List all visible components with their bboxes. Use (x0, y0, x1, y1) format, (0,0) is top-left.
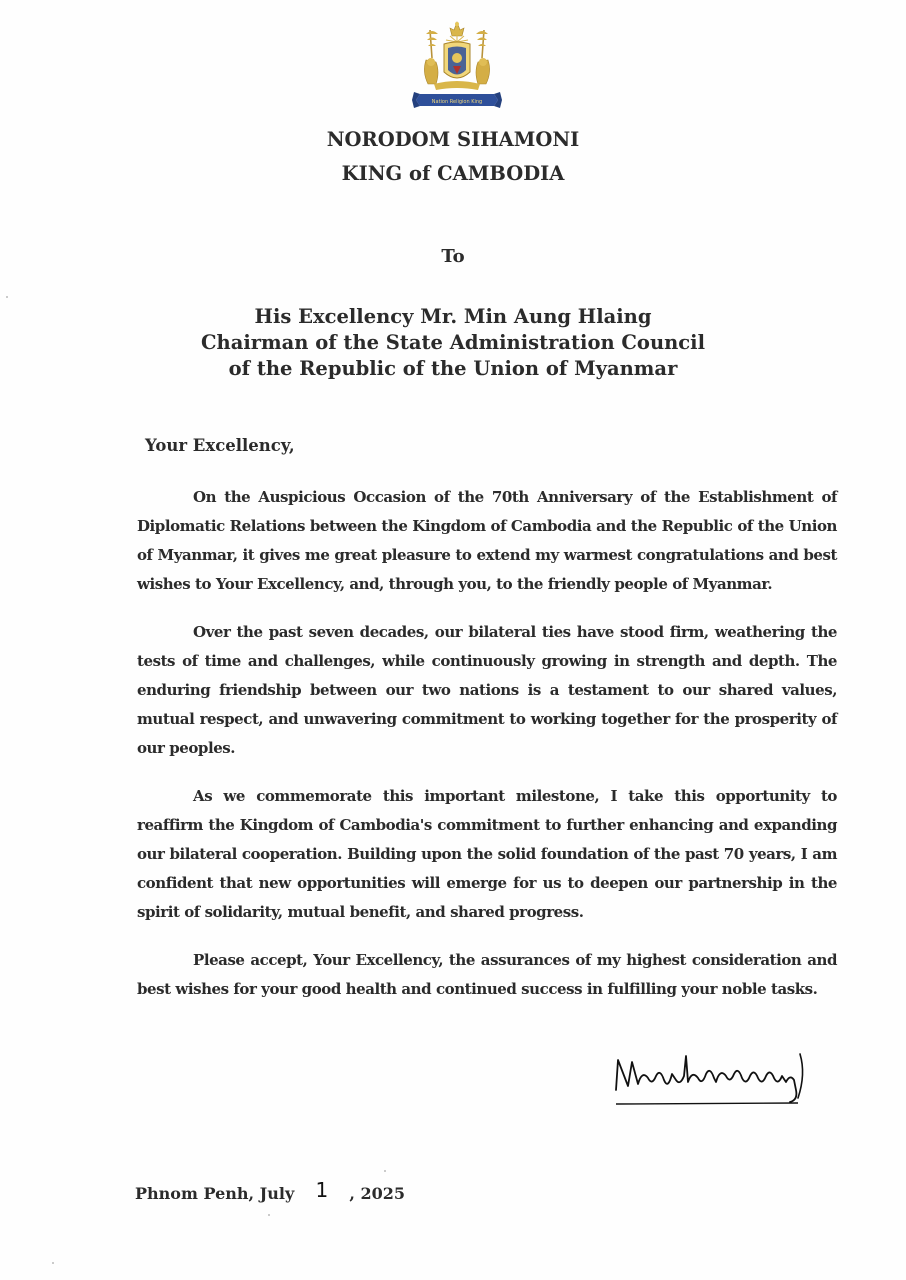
salutation: Your Excellency, (145, 436, 295, 455)
date-year: , 2025 (349, 1184, 406, 1203)
royal-crest-icon (412, 20, 502, 114)
paper-speck (268, 1214, 270, 1216)
sender-name: NORODOM SIHAMONI (326, 128, 580, 151)
paper-speck (384, 1170, 386, 1172)
date-day-handwritten: 1 (315, 1178, 329, 1202)
to-label: To (441, 246, 465, 267)
recipient-country: of the Republic of the Union of Myanmar (228, 357, 678, 380)
recipient-position: Chairman of the State Administration Council (201, 331, 705, 354)
paper-speck (6, 296, 8, 298)
body-paragraph-4: Please accept, Your Excellency, the assurances of my highest consideration and best wishes for your good health and continued success in fulfilling your noble tasks. (137, 951, 837, 998)
body-paragraph-2: Over the past seven decades, our bilateral ties have stood firm, weathering the tests of time and challenges, while continuously growing in strength and depth. The enduring friendship between our two nations is a testament to our shared values, mutual respect, and unwavering commitment to working together for the prosperity of our peoples. (137, 623, 837, 757)
body-paragraph-3: As we commemorate this important milestone, I take this opportunity to reaffirm the Kingdom of Cambodia's commitment to further enhancing and expanding our bilateral cooperation. Building upon the solid foundation of the past 70 years, I am confident that new opportunities will emerge for us to deepen our partnership in the spirit of solidarity, mutual benefit, and shared progress. (137, 787, 837, 921)
crest-motto: Nation Religion King (431, 99, 483, 105)
recipient-name: His Excellency Mr. Min Aung Hlaing (254, 305, 652, 328)
place-date-line (135, 1180, 405, 1204)
handwritten-signature (610, 1046, 810, 1108)
paper-speck (52, 1262, 54, 1264)
body-paragraph-1: On the Auspicious Occasion of the 70th Anniversary of the Establishment of Diplomatic Relations between the Kingdom of Cambodia and the Republic of the Union of Myanmar, it gives me great pleasure to extend my warmest congratulations and best wishes to Your Excellency, and, through you, to the friendly people of Myanmar. (137, 488, 837, 593)
date-place-month: Phnom Penh, July (135, 1184, 295, 1203)
sender-title: KING of CAMBODIA (341, 162, 565, 185)
